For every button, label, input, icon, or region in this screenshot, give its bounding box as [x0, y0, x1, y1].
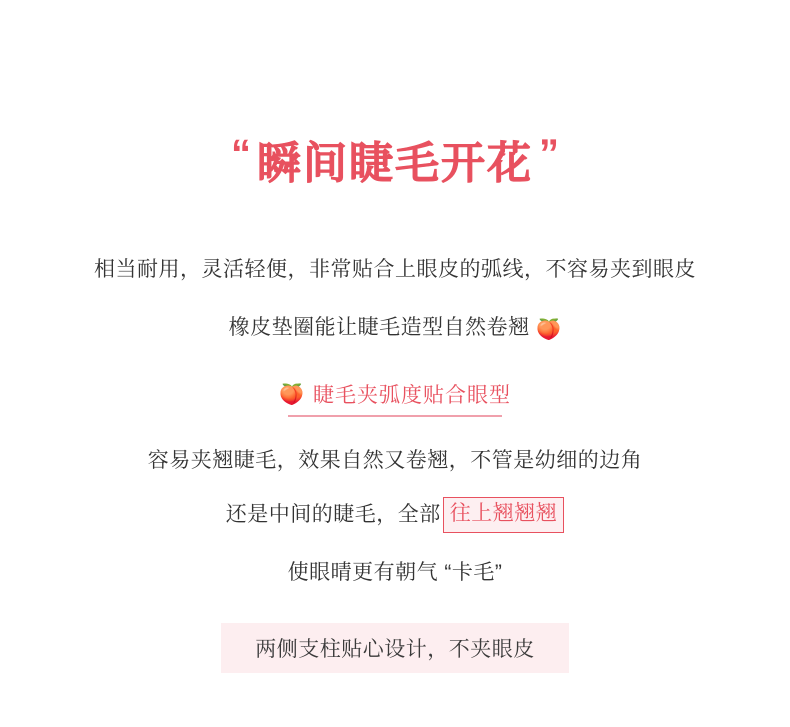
feature-banner: 两侧支柱贴心设计，不夹眼皮	[221, 623, 569, 673]
description-line-4-prefix: 还是中间的睫毛，全部	[225, 503, 441, 527]
description-line-4	[226, 495, 565, 535]
subheading	[279, 379, 511, 415]
close-quote-mark: ”	[539, 132, 559, 177]
description-line-2-text: 橡皮垫圈能让睫毛造型自然卷翘	[228, 316, 530, 340]
page-title	[231, 132, 559, 188]
description-line-3: 容易夹翘睫毛，效果自然又卷翘，不管是幼细的边角	[147, 449, 643, 473]
description-line-1: 相当耐用，灵活轻便，非常贴合上眼皮的弧线，不容易夹到眼皮	[94, 258, 696, 282]
subheading-underline	[288, 415, 502, 417]
highlight-badge: 往上翘翘翘	[443, 497, 565, 532]
description-line-2	[229, 308, 562, 349]
subheading-label: 睫毛夹弧度贴合眼型	[312, 384, 511, 408]
page-title-text: 瞬间睫毛开花	[257, 139, 533, 188]
peach-icon: 🍑	[535, 319, 562, 342]
open-quote-mark: “	[231, 132, 251, 177]
subheading-block	[279, 379, 511, 417]
peach-icon: 🍑	[279, 383, 305, 406]
description-line-5: 使眼晴更有朝气 “卡毛”	[287, 561, 503, 585]
